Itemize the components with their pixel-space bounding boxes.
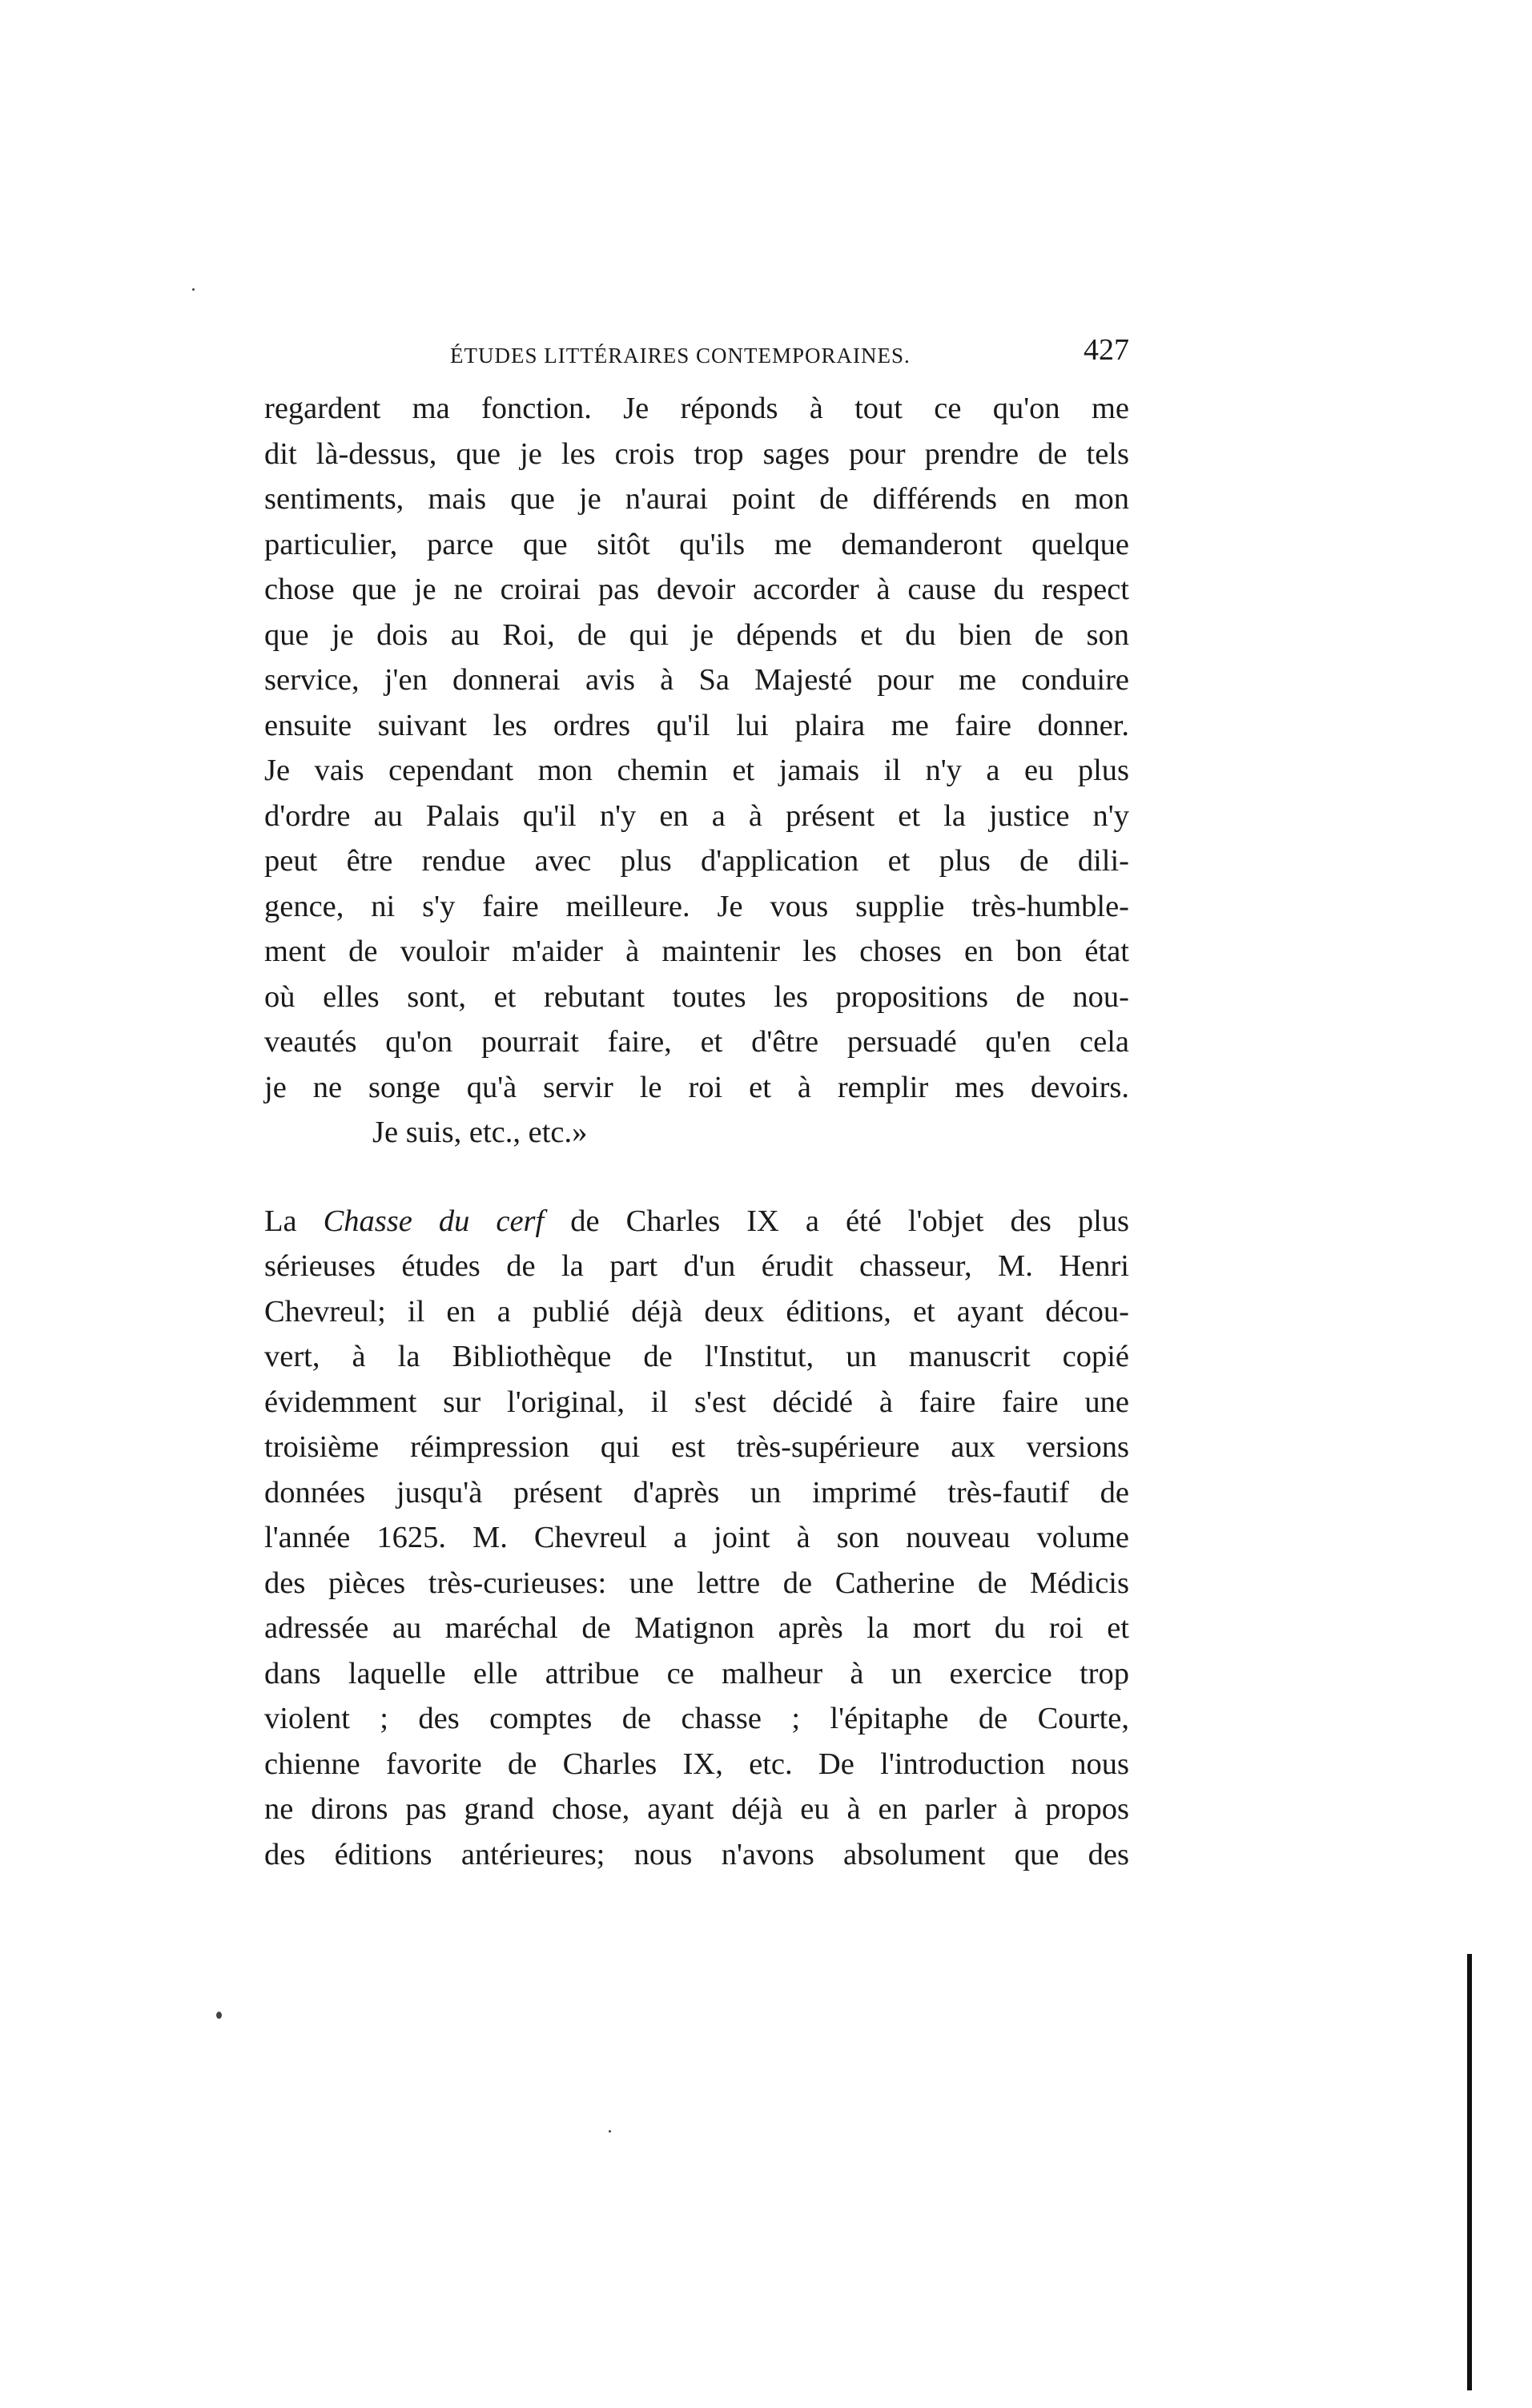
- text-line: d'ordre au Palais qu'il n'y en a à présent et la justice n'y: [264, 798, 1129, 833]
- text-line: ensuite suivant les ordres qu'il lui plaira me faire donner.: [264, 708, 1129, 742]
- text-line-first: [264, 1199, 1129, 1244]
- text-line: regardent ma fonction. Je réponds à tout ce qu'on me: [264, 392, 1129, 425]
- letter-closing: Je suis, etc., etc.»: [372, 1116, 588, 1149]
- text-line: Je vais cependant mon chemin et jamais il n'y a eu plus: [264, 754, 1129, 787]
- first-line-suffix: de Charles IX a été l'objet des plus: [544, 1204, 1129, 1238]
- text-line: l'année 1625. M. Chevreul a joint à son nouveau volume: [264, 1521, 1129, 1554]
- text-line: sérieuses études de la part d'un érudit chasseur, M. Henri: [264, 1249, 1129, 1283]
- text-line: veautés qu'on pourrait faire, et d'être persuadé qu'en cela: [264, 1025, 1129, 1059]
- text-line: gence, ni s'y faire meilleure. Je vous supplie très-humble-: [264, 889, 1129, 923]
- scan-speck: [609, 2130, 611, 2133]
- text-line: évidemment sur l'original, il s'est décidé à faire faire une: [264, 1385, 1129, 1419]
- text-line: où elles sont, et rebutant toutes les propositions de nou-: [264, 979, 1129, 1014]
- text-line: données jusqu'à présent d'après un imprimé très-fautif de: [264, 1475, 1129, 1510]
- text-line: des pièces très-curieuses: une lettre de Catherine de Médicis: [264, 1566, 1129, 1600]
- text-line: sentiments, mais que je n'aurai point de différends en mon: [264, 482, 1129, 516]
- paragraph-chasse-du-cerf: [264, 1199, 1129, 1878]
- text-line: adressée au maréchal de Matignon après la mort du roi et: [264, 1611, 1129, 1645]
- text-line: que je dois au Roi, de qui je dépends et du bien de son: [264, 617, 1129, 652]
- scan-margin-bar: [1467, 1954, 1472, 2390]
- scan-speck: [192, 288, 195, 291]
- first-line-prefix: La: [264, 1204, 324, 1238]
- text-line: service, j'en donnerai avis à Sa Majesté pour me conduire: [264, 663, 1129, 697]
- running-title: ÉTUDES LITTÉRAIRES CONTEMPORAINES.: [450, 344, 911, 368]
- paragraph-gap: [264, 1156, 1129, 1199]
- paragraph-letter-end: [264, 386, 1129, 1156]
- text-line: chose que je ne croirai pas devoir accorder à cause du respect: [264, 573, 1129, 606]
- text-line: ment de vouloir m'aider à maintenir les choses en bon état: [264, 935, 1129, 968]
- page-number: 427: [1084, 333, 1129, 367]
- text-line: ne dirons pas grand chose, ayant déjà eu à en parler à propos: [264, 1792, 1129, 1826]
- text-line: je ne songe qu'à servir le roi et à remplir mes devoirs.: [264, 1070, 1129, 1104]
- text-line: dans laquelle elle attribue ce malheur à un exercice trop: [264, 1656, 1129, 1690]
- text-line: Chevreul; il en a publié déjà deux éditions, et ayant décou-: [264, 1294, 1129, 1329]
- text-line: dit là-dessus, que je les crois trop sages pour prendre de tels: [264, 436, 1129, 471]
- text-line: particulier, parce que sitôt qu'ils me demanderont quelque: [264, 527, 1129, 561]
- body-text: [264, 386, 1129, 1877]
- page-header: [264, 332, 1129, 380]
- text-line: violent ; des comptes de chasse ; l'épitaphe de Courte,: [264, 1702, 1129, 1735]
- text-line: des éditions antérieures; nous n'avons absolument que des: [264, 1837, 1129, 1871]
- text-line: vert, à la Bibliothèque de l'Institut, un manuscrit copié: [264, 1340, 1129, 1373]
- text-line: troisième réimpression qui est très-supérieure aux versions: [264, 1430, 1129, 1464]
- text-line: peut être rendue avec plus d'application et plus de dili-: [264, 844, 1129, 878]
- scan-speck: [216, 2012, 222, 2019]
- book-title: Chasse du cerf: [323, 1204, 545, 1238]
- text-line: chienne favorite de Charles IX, etc. De l'introduction nous: [264, 1747, 1129, 1781]
